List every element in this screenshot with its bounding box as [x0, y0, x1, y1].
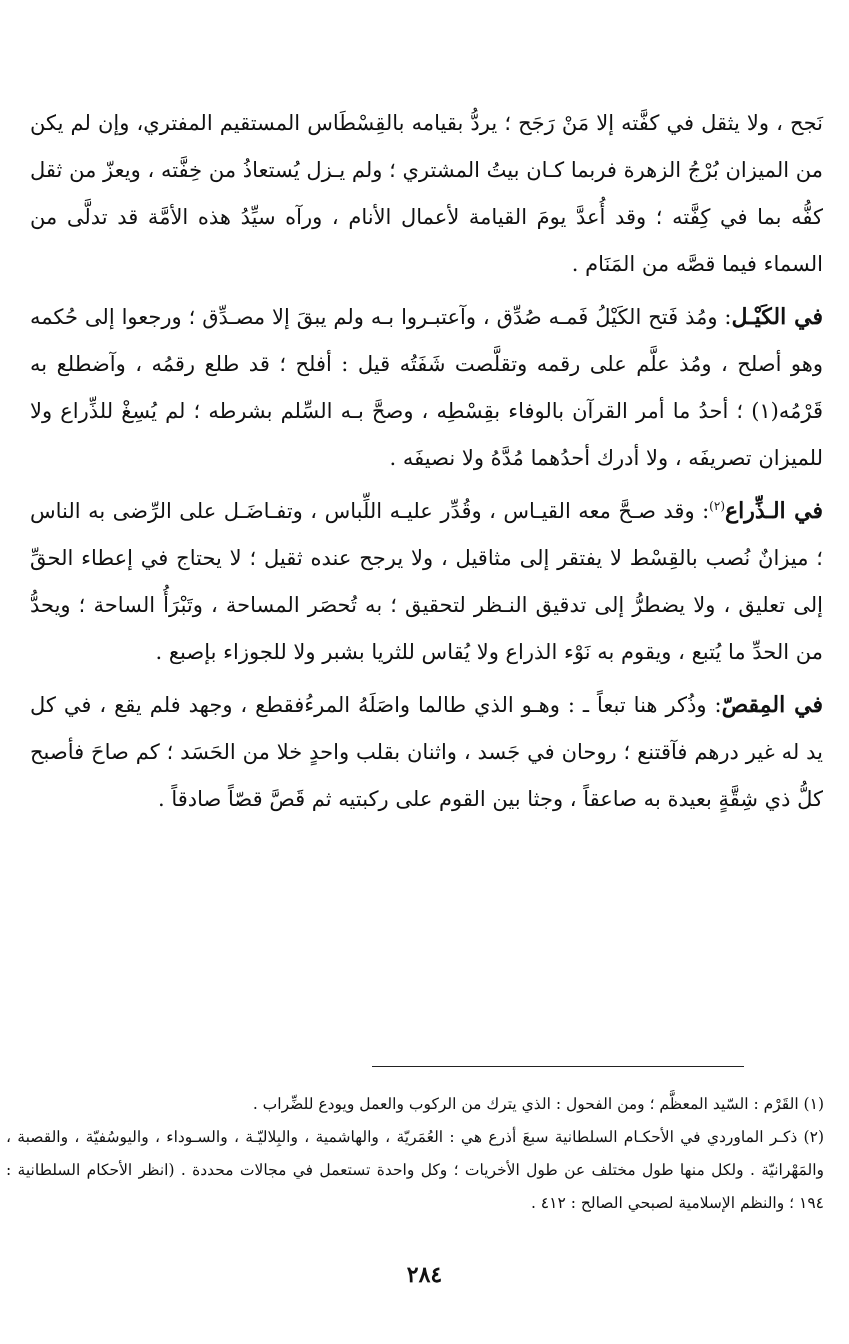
paragraph-cubit [30, 488, 823, 676]
footnote-reference: (٢) [709, 499, 725, 513]
paragraph-scales-intro [30, 100, 823, 288]
footnote-separator [372, 1066, 744, 1067]
paragraph-measure-kayl [30, 294, 823, 482]
footnote-2: (٢) ذكـر الماوردي في الأحكـام السلطانية سبعَ أذرع هي : العُمَريّة ، والهاشمية ، والبِلاليّـة ، والسـوداء ، واليوسُفيّة ، والقصبة ، والمَهْرانيّة . ولكل منها طول مختلف عن طول الأخريات ؛ وكل واحدة تستعمل في مجالات محددة . (انظر الأحكام السلطانية : ١٩٤ ؛ والنظم الإسلامية لصبحي الصالح : ٤١٢ . [6, 1128, 824, 1212]
paragraph-text: : وذُكر هنا تبعاً ـ : وهـو الذي طالما واصَلَهُ المرءُفقطع ، وجهد فلم يقع ، في كل يد له غير درهم فآقتنع ؛ روحان في جَسد ، واثنان بقلب واحدٍ خلا من الحَسَد ؛ كم صاحَ فأصبح كلُّ ذي شِقَّةٍ بعيدة به صاعقاً ، وجثا بين القوم على ركبتيه ثم قَصَّ قصّاً صادقاً . [30, 693, 823, 811]
paragraph-scissors [30, 682, 823, 823]
paragraph-text: : ومُذ فَتح الكَيْلُ فَمـه صُدِّق ، وآعتبـروا بـه ولم يبقَ إلا مصـدِّق ؛ ورجعوا إلى حُكمه وهو أصلح ، ومُذ علَّم على رقمه وتقلَّصت شَفَتُه قيل : أفلح ؛ قد طلع رقمُه ، وآضطلع به قَرْمُه(١) ؛ أحدُ ما أمر القرآن بالوفاء بقِسْطِه ، وصحَّ بـه السِّلم بشرطه ؛ لم يُسِغْ للذِّراع ولا للميزان تصريفَه ، ولا أدرك أحدُهما مُدَّهُ ولا نصيفَه . [30, 305, 823, 470]
paragraph-text: : وقد صـحَّ معه القيـاس ، وقُدِّر عليـه اللِّباس ، وتفـاضَـل على الرِّضى به الناس ؛ ميزانٌ نُصب بالقِسْط لا يفتقر إلى مثاقيل ، ولا يرجح عنده ثقيل ؛ لا يحتاج في إعطاء الحقِّ إلى تعليق ، ولا يضطرُّ إلى تدقيق النـظر لتحقيق ؛ به تُحصَر المساحة ، وتَبْرَأُ الساحة ؛ ويحدُّ من الحدِّ ما يُتبع ، ويقوم به نَوْء الذراع ولا يُقاس للثريا بشبر ولا للجوزاء بإصبع . [30, 499, 823, 664]
page-number: ٢٨٤ [406, 1262, 443, 1288]
footnote-1: (١) القَرْم : السّيد المعظَّم ؛ ومن الفحول : الذي يترك من الركوب والعمل ويودع للضِّراب . [252, 1095, 824, 1113]
section-heading-kayl: في الكَيْـل [731, 304, 823, 330]
section-heading-scissors: في المِقصّ [721, 692, 823, 718]
paragraph-text: نَجح ، ولا يثقل في كفَّته إلا مَنْ رَجَح ؛ يردُّ بقيامه بالقِسْطَاس المستقيم المفتري، وإن لم يكن من الميزان بُرْجُ الزهرة فربما كـان بيتُ المشتري ؛ ولم يـزل يُستعاذُ من خِفَّته ، ويعزّ من ثقل كفُّه بما في كِفَّته ؛ وقد أُعدَّ يومَ القيامة لأعمال الأنام ، ورآه سيِّدُ هذه الأمَّة قد تدلَّى من السماء فيما قصَّه من المَنَام . [30, 111, 823, 276]
section-heading-cubit: في الـذِّراع [725, 498, 823, 524]
footnotes [6, 1088, 824, 1220]
main-text [30, 100, 823, 823]
